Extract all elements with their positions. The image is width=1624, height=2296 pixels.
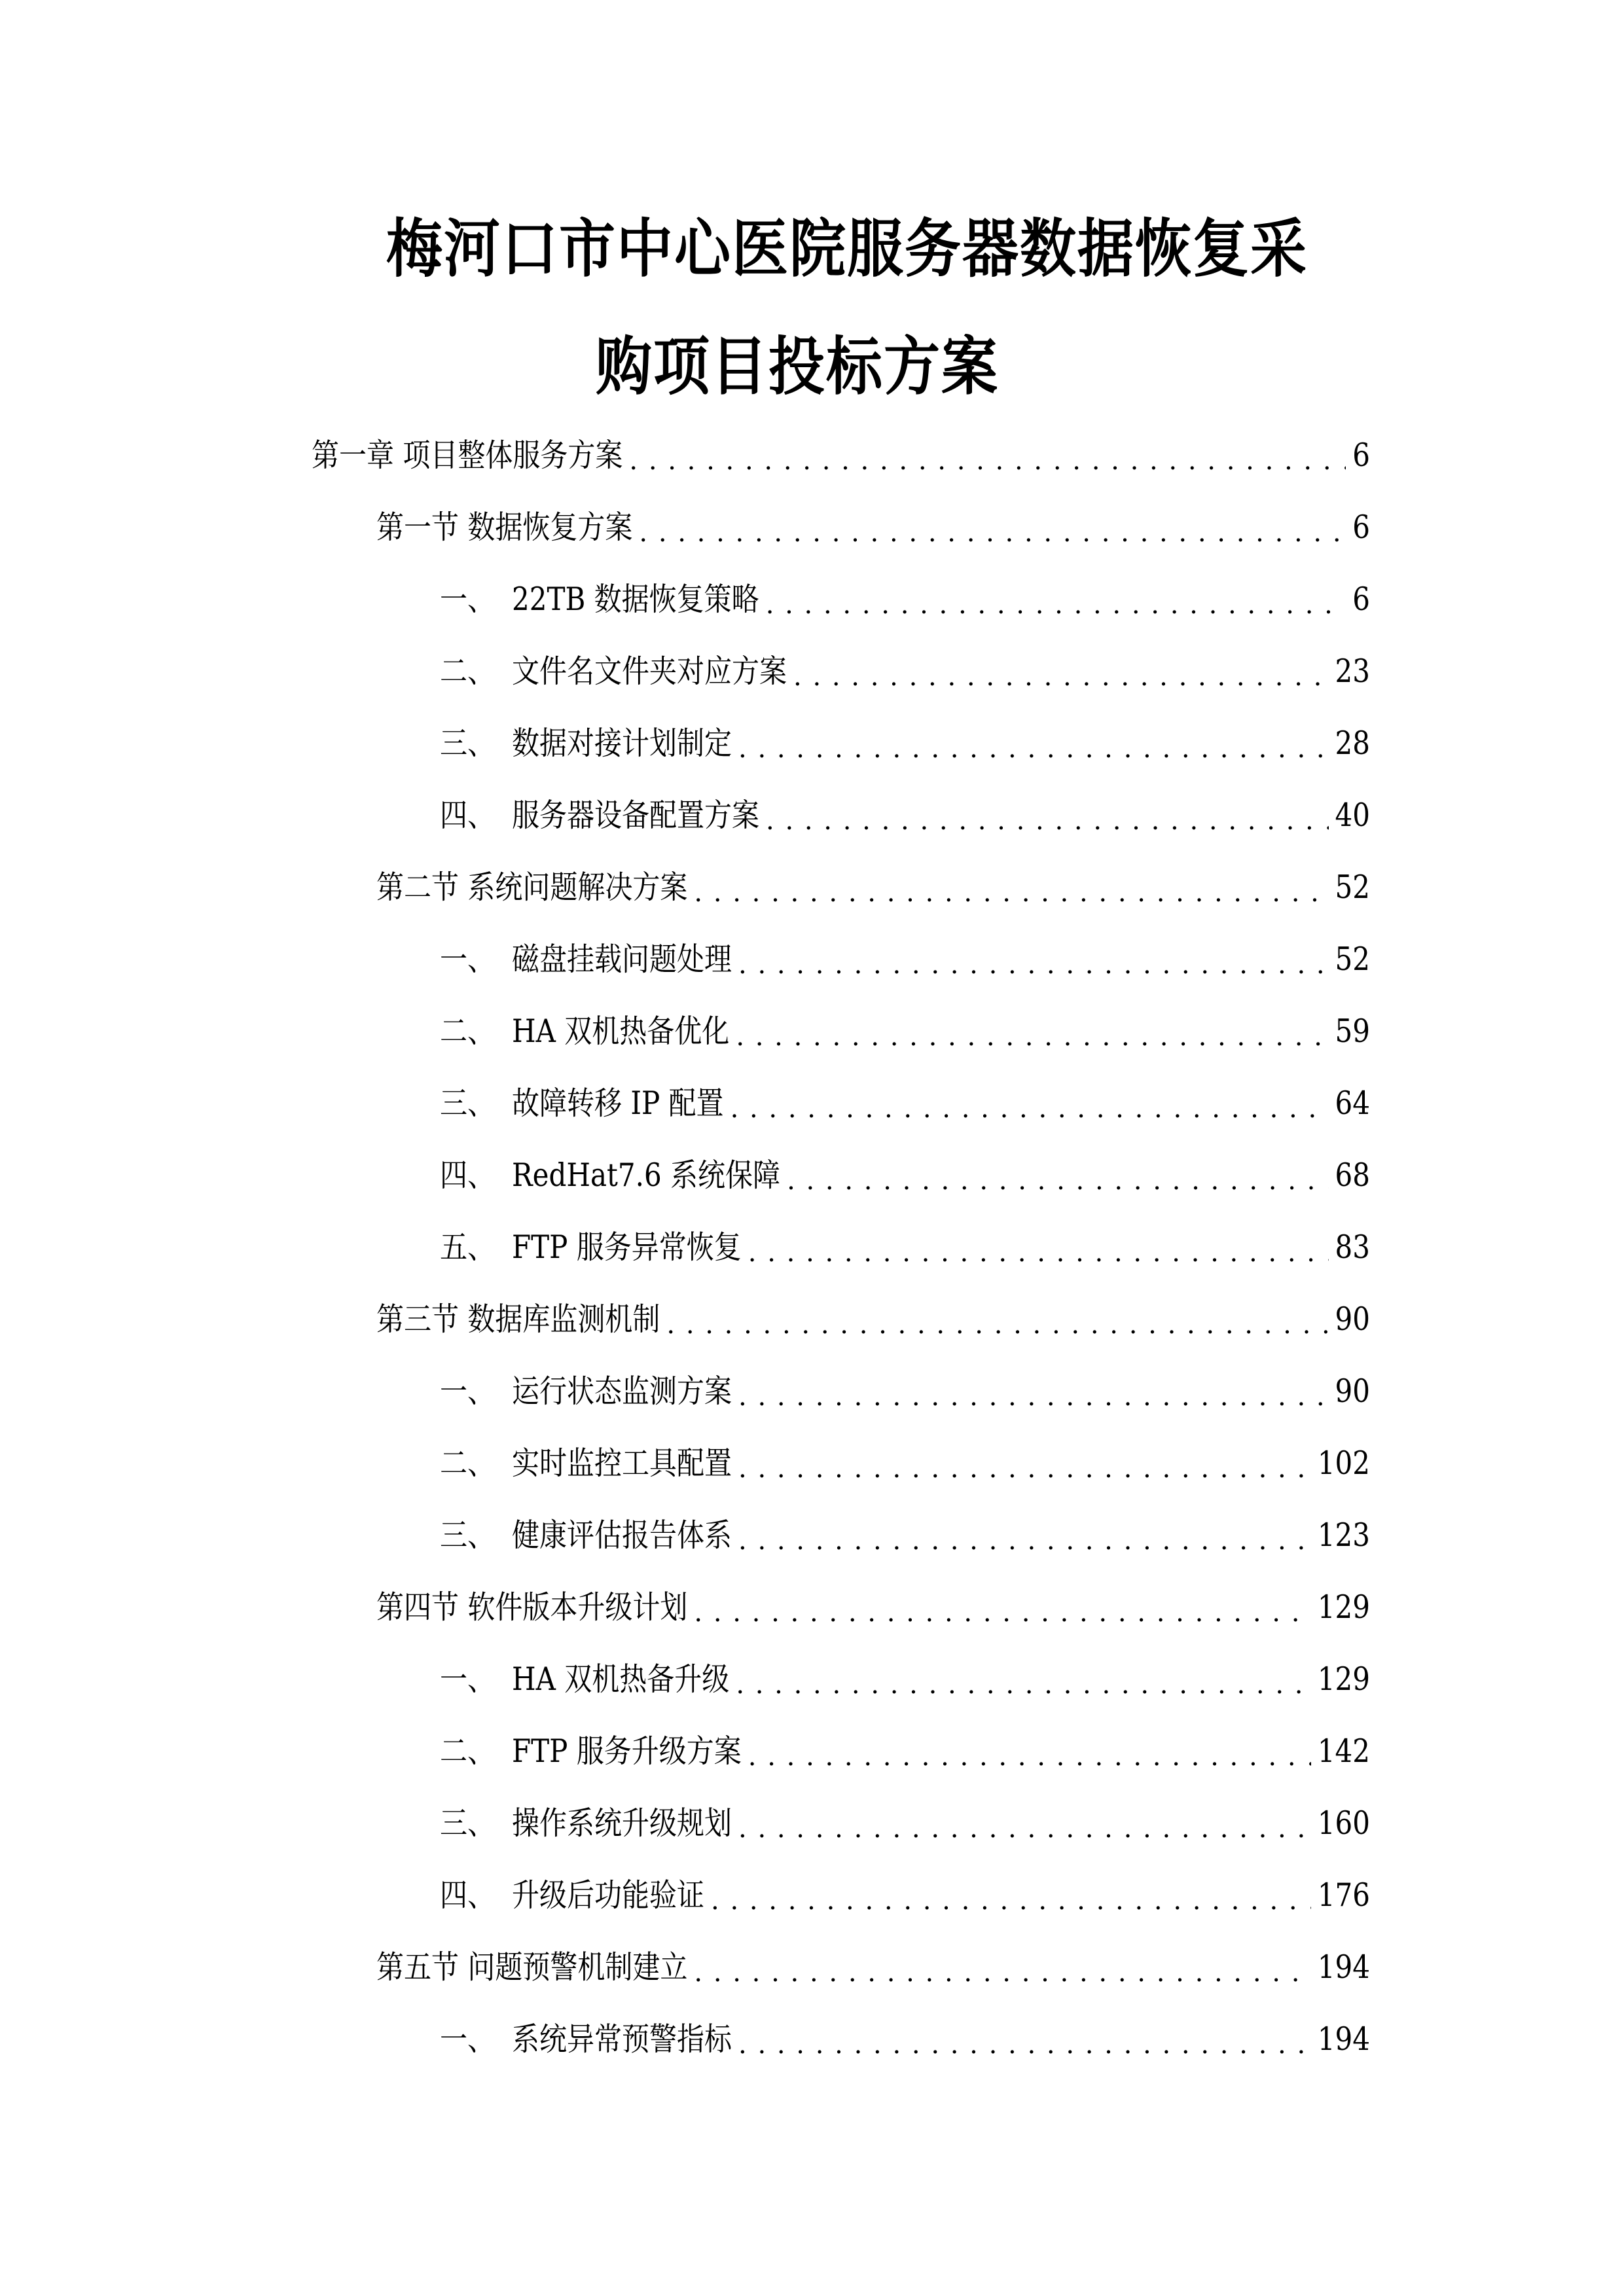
toc-entry-section-4[interactable] [376, 1589, 1370, 1628]
toc-entry-title: 项目整体服务方案 [403, 437, 623, 474]
toc-entry-page: 6 [1352, 437, 1370, 474]
toc-entry-number: 四、 [440, 1876, 496, 1914]
toc-entry-number: 第三节 [376, 1300, 460, 1338]
toc-entry-subsection[interactable] [440, 581, 1370, 620]
toc-entry-subsection[interactable] [440, 941, 1370, 980]
toc-entry-page: 129 [1317, 1660, 1370, 1698]
toc-entry-number: 三、 [440, 1085, 496, 1122]
toc-entry-number: 四、 [440, 1157, 496, 1194]
toc-entry-number: 二、 [440, 1732, 496, 1770]
toc-entry-page: 160 [1317, 1804, 1370, 1842]
toc-dot-leader [731, 1088, 1329, 1124]
toc-entry-number: 一、 [440, 581, 496, 618]
toc-entry-title: 故障转移 IP 配置 [512, 1085, 724, 1122]
toc-entry-number: 二、 [440, 1444, 496, 1482]
toc-entry-page: 23 [1335, 653, 1370, 690]
toc-dot-leader [738, 1520, 1311, 1556]
toc-entry-page: 6 [1352, 509, 1370, 546]
toc-entry-subsection[interactable] [440, 1013, 1370, 1052]
toc-entry-title: 数据对接计划制定 [512, 725, 732, 762]
toc-entry-title: 系统异常预警指标 [512, 2020, 732, 2058]
toc-entry-subsection[interactable] [440, 1877, 1370, 1916]
toc-entry-title: 22TB 数据恢复策略 [512, 581, 759, 618]
toc-entry-title: HA 双机热备升级 [512, 1660, 730, 1698]
toc-entry-page: 83 [1335, 1229, 1370, 1266]
toc-dot-leader [748, 1736, 1311, 1772]
toc-entry-number: 第四节 [376, 1588, 460, 1626]
toc-entry-subsection[interactable] [440, 1157, 1370, 1196]
toc-dot-leader [748, 1232, 1329, 1268]
toc-dot-leader [738, 944, 1329, 980]
toc-dot-leader [787, 1160, 1328, 1196]
toc-entry-subsection[interactable] [440, 1229, 1370, 1268]
toc-entry-subsection[interactable] [440, 1445, 1370, 1484]
toc-entry-subsection[interactable] [440, 725, 1370, 764]
toc-entry-page: 28 [1335, 725, 1370, 762]
toc-entry-number: 一、 [440, 1372, 496, 1410]
document-title-line-2: 购项目投标方案 [596, 331, 999, 404]
toc-entry-number: 三、 [440, 1516, 496, 1554]
toc-entry-section-1[interactable] [376, 509, 1370, 548]
toc-entry-number: 第一章 [312, 437, 395, 474]
toc-dot-leader [738, 2024, 1311, 2060]
toc-entry-page: 90 [1335, 1300, 1370, 1338]
toc-entry-title: 健康评估报告体系 [512, 1516, 732, 1554]
toc-entry-chapter-1[interactable] [312, 437, 1370, 476]
toc-entry-page: 59 [1335, 1013, 1370, 1050]
toc-entry-subsection[interactable] [440, 1517, 1370, 1556]
toc-dot-leader [766, 584, 1346, 620]
toc-entry-page: 90 [1335, 1372, 1370, 1410]
toc-entry-number: 三、 [440, 1804, 496, 1842]
toc-entry-title: 问题预警机制建立 [467, 1948, 688, 1986]
toc-dot-leader [793, 656, 1329, 692]
toc-entry-number: 一、 [440, 1660, 496, 1698]
toc-entry-title: 数据库监测机制 [467, 1300, 660, 1338]
toc-entry-page: 123 [1317, 1516, 1370, 1554]
toc-entry-title: HA 双机热备优化 [512, 1013, 730, 1050]
toc-entry-number: 四、 [440, 797, 496, 834]
toc-entry-subsection[interactable] [440, 797, 1370, 836]
toc-entry-subsection[interactable] [440, 653, 1370, 692]
toc-entry-subsection[interactable] [440, 1373, 1370, 1412]
toc-entry-page: 52 [1335, 869, 1370, 906]
toc-entry-number: 三、 [440, 725, 496, 762]
toc-entry-page: 194 [1317, 1948, 1370, 1986]
toc-entry-subsection[interactable] [440, 1661, 1370, 1700]
toc-dot-leader [711, 1880, 1311, 1916]
toc-entry-section-5[interactable] [376, 1949, 1370, 1988]
toc-dot-leader [738, 1808, 1311, 1844]
toc-entry-section-2[interactable] [376, 869, 1370, 908]
toc-entry-number: 二、 [440, 653, 496, 690]
toc-entry-title: FTP 服务异常恢复 [512, 1229, 742, 1266]
toc-entry-page: 6 [1352, 581, 1370, 618]
toc-entry-title: 实时监控工具配置 [512, 1444, 732, 1482]
toc-entry-page: 194 [1317, 2020, 1370, 2058]
toc-entry-title: 升级后功能验证 [512, 1876, 705, 1914]
toc-entry-number: 第五节 [376, 1948, 460, 1986]
toc-entry-number: 一、 [440, 2020, 496, 2058]
toc-entry-page: 40 [1335, 797, 1370, 834]
toc-dot-leader [738, 1376, 1329, 1412]
toc-entry-title: 软件版本升级计划 [467, 1588, 688, 1626]
toc-entry-title: RedHat7.6 系统保障 [512, 1157, 781, 1194]
toc-entry-section-3[interactable] [376, 1301, 1370, 1340]
toc-entry-subsection[interactable] [440, 1733, 1370, 1772]
toc-dot-leader [738, 1448, 1311, 1484]
toc-entry-number: 二、 [440, 1013, 496, 1050]
toc-entry-title: FTP 服务升级方案 [512, 1732, 742, 1770]
toc-entry-number: 第一节 [376, 509, 460, 546]
toc-entry-subsection[interactable] [440, 2021, 1370, 2060]
toc-dot-leader [736, 1016, 1328, 1052]
toc-dot-leader [694, 872, 1328, 908]
toc-entry-page: 129 [1317, 1588, 1370, 1626]
toc-dot-leader [694, 1952, 1310, 1988]
toc-dot-leader [694, 1592, 1310, 1628]
toc-entry-title: 数据恢复方案 [467, 509, 633, 546]
toc-entry-page: 64 [1335, 1085, 1370, 1122]
toc-dot-leader [736, 1664, 1311, 1700]
toc-entry-title: 运行状态监测方案 [512, 1372, 732, 1410]
toc-entry-title: 文件名文件夹对应方案 [512, 653, 787, 690]
toc-entry-number: 一、 [440, 941, 496, 978]
toc-entry-number: 第二节 [376, 869, 460, 906]
toc-entry-title: 磁盘挂载问题处理 [512, 941, 732, 978]
toc-entry-subsection[interactable] [440, 1805, 1370, 1844]
toc-dot-leader [629, 440, 1346, 476]
toc-dot-leader [738, 728, 1329, 764]
toc-entry-title: 操作系统升级规划 [512, 1804, 732, 1842]
toc-entry-page: 142 [1317, 1732, 1370, 1770]
toc-entry-page: 102 [1317, 1444, 1370, 1482]
toc-entry-page: 52 [1335, 941, 1370, 978]
toc-dot-leader [639, 512, 1346, 548]
toc-entry-page: 176 [1317, 1876, 1370, 1914]
toc-entry-title: 系统问题解决方案 [467, 869, 688, 906]
toc-entry-page: 68 [1335, 1157, 1370, 1194]
toc-entry-subsection[interactable] [440, 1085, 1370, 1124]
toc-entry-title: 服务器设备配置方案 [512, 797, 760, 834]
toc-entry-number: 五、 [440, 1229, 496, 1266]
toc-dot-leader [666, 1304, 1328, 1340]
document-title-line-1: 梅河口市中心医院服务器数据恢复采 [386, 213, 1308, 286]
toc-dot-leader [766, 800, 1329, 836]
